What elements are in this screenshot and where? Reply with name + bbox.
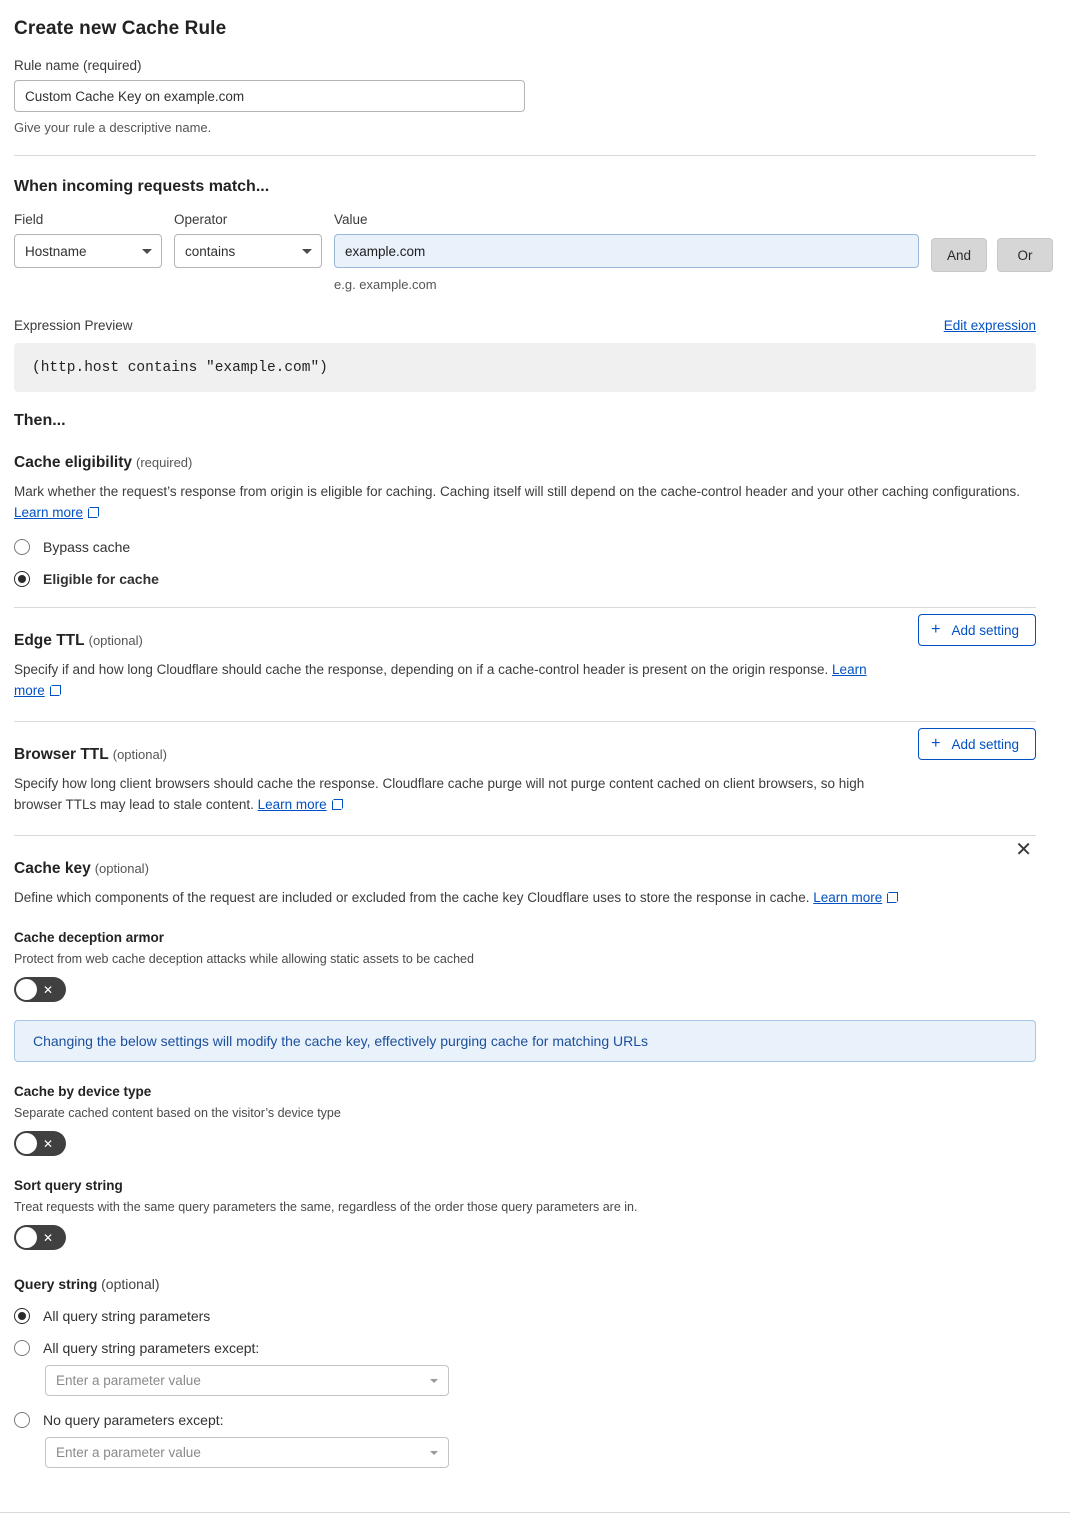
cache-deception-armor-description: Protect from web cache deception attacks while allowing static assets to be cached [14, 952, 474, 966]
external-link-icon [332, 799, 343, 810]
edge-ttl-section [14, 608, 1036, 701]
radio-all-query-string-parameters[interactable] [14, 1308, 1036, 1324]
toggle-off-icon: ✕ [43, 1136, 54, 1151]
cache-deception-armor-title: Cache deception armor [14, 930, 165, 945]
match-row [14, 212, 1036, 292]
browser-ttl-title-text: Browser TTL [14, 746, 109, 763]
no-except-parameter-placeholder: Enter a parameter value [56, 1445, 201, 1460]
edge-ttl-add-setting-button[interactable] [918, 614, 1036, 646]
all-except-parameter-placeholder: Enter a parameter value [56, 1373, 201, 1388]
chevron-down-icon [142, 249, 152, 254]
radio-no-query-parameters-except-label: No query parameters except: [43, 1412, 224, 1428]
cache-key-learn-more[interactable]: Learn more [813, 890, 883, 905]
operator-label: Operator [174, 212, 228, 227]
cache-eligibility-title-text: Cache eligibility [14, 454, 133, 471]
query-string-title-text: Query string [14, 1276, 98, 1292]
operator-control [174, 212, 322, 268]
close-icon[interactable]: ✕ [1015, 839, 1032, 861]
external-link-icon [88, 507, 99, 518]
browser-ttl-optional: (optional) [112, 747, 167, 762]
value-input[interactable] [334, 234, 919, 268]
field-label: Field [14, 212, 44, 227]
edge-ttl-title-text: Edge TTL [14, 632, 85, 649]
cache-key-notice: Changing the below settings will modify the cache key, effectively purging cache for matching URLs [14, 1020, 1036, 1062]
browser-ttl-section [14, 722, 1036, 815]
radio-all-query-string-parameters-except-label: All query string parameters except: [43, 1340, 260, 1356]
toggle-off-icon: ✕ [43, 982, 54, 997]
all-except-parameter-input[interactable] [45, 1365, 449, 1396]
query-string-optional: (optional) [101, 1276, 160, 1292]
and-button[interactable]: And [931, 238, 987, 272]
operator-select-value: contains [185, 243, 236, 259]
edge-ttl-description-text: Specify if and how long Cloudflare should cache the response, depending on if a cache-control header is present on the origin response. [14, 662, 829, 677]
sort-query-string-title: Sort query string [14, 1178, 123, 1193]
field-control [14, 212, 162, 268]
divider [14, 155, 1036, 156]
then-heading: Then... [14, 412, 66, 429]
radio-icon[interactable] [14, 1412, 30, 1428]
edge-ttl-description [14, 659, 894, 701]
match-heading: When incoming requests match... [14, 178, 270, 195]
radio-icon[interactable] [14, 1340, 30, 1356]
no-except-parameter-input[interactable] [45, 1437, 449, 1468]
and-or-buttons [931, 238, 1053, 272]
browser-ttl-description [14, 773, 894, 815]
field-select[interactable] [14, 234, 162, 268]
value-control [334, 212, 919, 292]
cache-by-device-type-toggle[interactable] [14, 1131, 66, 1156]
or-button[interactable]: Or [997, 238, 1053, 272]
rule-name-label: Rule name (required) [14, 58, 142, 73]
cache-key-optional: (optional) [94, 861, 149, 876]
edit-expression-link[interactable]: Edit expression [943, 318, 1036, 333]
browser-ttl-learn-more[interactable]: Learn more [257, 797, 327, 812]
cache-eligibility-description [14, 481, 1024, 523]
expression-preview: (http.host contains "example.com") [14, 343, 1036, 392]
query-string-title [14, 1276, 1036, 1292]
cache-key-description-text: Define which components of the request are included or excluded from the cache key Cloudflare uses to store the response in cache. [14, 890, 810, 905]
page-title: Create new Cache Rule [14, 18, 227, 39]
value-hint: e.g. example.com [334, 277, 437, 292]
cache-key-title-text: Cache key [14, 860, 91, 877]
browser-ttl-title [14, 746, 894, 764]
chevron-down-icon [302, 249, 312, 254]
radio-bypass-cache[interactable] [14, 539, 1036, 555]
cache-eligibility-title [14, 454, 1036, 472]
browser-ttl-add-setting-button[interactable] [918, 728, 1036, 760]
edge-ttl-add-setting-label: Add setting [951, 622, 1019, 638]
sort-query-string-description: Treat requests with the same query parameters the same, regardless of the order those query parameters are in. [14, 1200, 638, 1214]
cache-by-device-type-description: Separate cached content based on the visitor’s device type [14, 1106, 341, 1120]
radio-icon[interactable] [14, 539, 30, 555]
radio-eligible-for-cache[interactable] [14, 571, 1036, 587]
toggle-knob [16, 1227, 37, 1248]
cache-eligibility-description-text: Mark whether the request’s response from origin is eligible for caching. Caching itself will still depend on the cache-control header and your other caching configurations. [14, 484, 1021, 499]
cache-key-section [14, 836, 1036, 908]
cache-key-description [14, 887, 898, 908]
cache-eligibility-required: (required) [136, 455, 193, 470]
edge-ttl-optional: (optional) [88, 633, 143, 648]
chevron-down-icon [430, 1379, 438, 1383]
expression-preview-label: Expression Preview [14, 318, 133, 333]
radio-eligible-for-cache-label: Eligible for cache [43, 571, 159, 587]
toggle-knob [16, 1133, 37, 1154]
external-link-icon [50, 685, 61, 696]
cache-eligibility-learn-more[interactable]: Learn more [14, 505, 84, 520]
operator-select[interactable] [174, 234, 322, 268]
chevron-down-icon [430, 1451, 438, 1455]
rule-name-helper: Give your rule a descriptive name. [14, 120, 212, 135]
radio-bypass-cache-label: Bypass cache [43, 539, 131, 555]
plus-icon: + [931, 735, 941, 752]
radio-icon-selected[interactable] [14, 571, 30, 587]
radio-all-query-string-parameters-except[interactable] [14, 1340, 1036, 1356]
toggle-off-icon: ✕ [43, 1230, 54, 1245]
expression-header [14, 318, 1036, 333]
edge-ttl-learn-more[interactable]: Learn more [14, 662, 867, 698]
browser-ttl-add-setting-label: Add setting [951, 736, 1019, 752]
bottom-bar [0, 1512, 1070, 1520]
cache-key-title [14, 860, 898, 878]
browser-ttl-description-text: Specify how long client browsers should cache the response. Cloudflare cache purge will not purge content cached on client browsers, so high browser TTLs may lead to stale content. [14, 776, 865, 812]
toggle-knob [16, 979, 37, 1000]
radio-no-query-parameters-except[interactable] [14, 1412, 1036, 1428]
radio-all-query-string-parameters-label: All query string parameters [43, 1308, 211, 1324]
sort-query-string-toggle[interactable] [14, 1225, 66, 1250]
rule-name-input[interactable] [14, 80, 525, 112]
cache-deception-armor-toggle[interactable] [14, 977, 66, 1002]
radio-icon-selected[interactable] [14, 1308, 30, 1324]
edge-ttl-title [14, 632, 894, 650]
value-label: Value [334, 212, 368, 227]
cache-by-device-type-title: Cache by device type [14, 1084, 152, 1099]
external-link-icon [887, 892, 898, 903]
plus-icon: + [931, 621, 941, 638]
field-select-value: Hostname [25, 243, 87, 259]
